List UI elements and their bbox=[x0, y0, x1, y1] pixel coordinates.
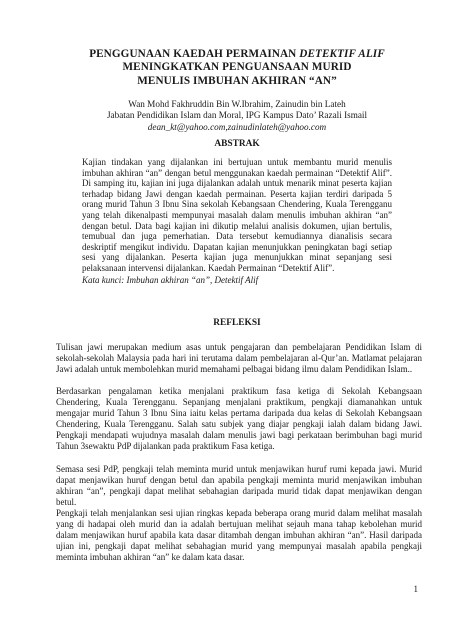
keywords: Kata kunci: Imbuhan akhiran “an”, Detektif Alif bbox=[82, 275, 259, 285]
title-line-1-prefix: PENGGUNAAN KAEDAH PERMAINAN bbox=[89, 48, 300, 60]
abstract-heading: ABSTRAK bbox=[214, 139, 260, 149]
author-block bbox=[0, 99, 474, 133]
refleksi-heading: REFLEKSI bbox=[213, 318, 261, 328]
title-line-1 bbox=[0, 48, 474, 61]
title-line-3: MENULIS IMBUHAN AKHIRAN “AN” bbox=[137, 74, 337, 87]
title-line-1-italic: DETEKTIF ALIF bbox=[299, 48, 385, 60]
refleksi-paragraph-2: Berdasarkan pengalaman ketika menjalani praktikum fasa ketiga di Sekolah Kebangsaan Chendering, Kuala Terengganu. Sepanjang menjalani praktikum, pengkaji diamanahkan untuk mengajar murid Tahun 3 Ibnu Sina iaitu kelas pertama daripada dua kelas di Sekolah Kebangsaan Chendering, Kuala Terengganu. Salah satu subjek yang diajar pengkaji ialah dalam bidang Jawi. Pengkaji mendapati wujudnya masalah dalam menulis jawi bagi perkataan berimbuhan bagi murid Tahun 3sewaktu PdP dijalankan pada praktikum Fasa ketiga. bbox=[56, 386, 422, 451]
refleksi-paragraph-3: Semasa sesi PdP, pengkaji telah meminta murid untuk menjawikan huruf rumi kepada jawi. Murid dapat menjawikan huruf dengan betul dan apabila pengkaji meminta murid menjawikan imbuhan akhiran “an”, pengkaji dapat melihat sebahagian daripada murid tidak dapat menjawikan dengan betul. bbox=[56, 464, 422, 507]
page-number: 1 bbox=[413, 584, 418, 594]
author-emails: dean_kt@yahoo.com,zainudinlateh@yahoo.com bbox=[147, 121, 327, 132]
abstract-body: Kajian tindakan yang dijalankan ini bertujuan untuk membantu murid menulis imbuhan akhiran “an” dengan betul menggunakan kaedah permainan “Detektif Alif”. Di samping itu, kajian ini juga dijalankan adalah untuk menarik minat peserta kajian terhadap bidang Jawi dengan kaedah permainan. Peserta kajian terdiri daripada 5 orang murid Tahun 3 Ibnu Sina sekolah Kebangsaan Chendering, Kuala Terengganu yang telah dikenalpasti mempunyai masalah dalam menulis imbuhan akhiran “an” dengan betul. Data bagi kajian ini dikutip melalui analisis dokumen, ujian bertulis, temubual dan juga pemerhatian. Data tersebut kemudiannya dianalisis secara deskriptif mengikut individu. Dapatan kajian menunjukkan peningkatan bagi setiap sesi yang dijalankan. Peserta kajian juga menunjukkan minat sepanjang sesi pelaksanaan intervensi dijalankan. Kaedah Permainan “Detektif Alif”. bbox=[82, 157, 392, 273]
author-affiliation: Jabatan Pendidikan Islam dan Moral, IPG Kampus Dato’ Razali Ismail bbox=[106, 110, 368, 121]
paper-title bbox=[0, 48, 474, 88]
refleksi-paragraph-1: Tulisan jawi merupakan medium asas untuk pengajaran dan pembelajaran Pendidikan Islam di sekolah-sekolah Malaysia pada hari ini terutama dalam pembelajaran al-Qur’an. Matlamat pelajaran Jawi adalah untuk membolehkan murid memahami pelbagai bidang ilmu dalam Pendidikan Islam.. bbox=[56, 342, 422, 374]
refleksi-paragraph-4: Pengkaji telah menjalankan sesi ujian ringkas kepada beberapa orang murid dalam melihat masalah yang di hadapai oleh murid dan ia adalah bertujuan melihat sejauh mana tahap kebolehan murid dalam menjawikan huruf apabila kata dasar ditambah dengan imbuhan akhiran “an”. Hasil daripada ujian ini, pengkaji dapat melihat sebahagian murid yang mempunyai masalah apabila pengkaji meminta imbuhan akhiran “an” ke dalam kata dasar. bbox=[56, 508, 422, 562]
title-line-2: MENINGKATKAN PENGUANSAAN MURID bbox=[122, 61, 352, 74]
author-names: Wan Mohd Fakhruddin Bin W.Ibrahim, Zainudin bin Lateh bbox=[128, 99, 346, 109]
